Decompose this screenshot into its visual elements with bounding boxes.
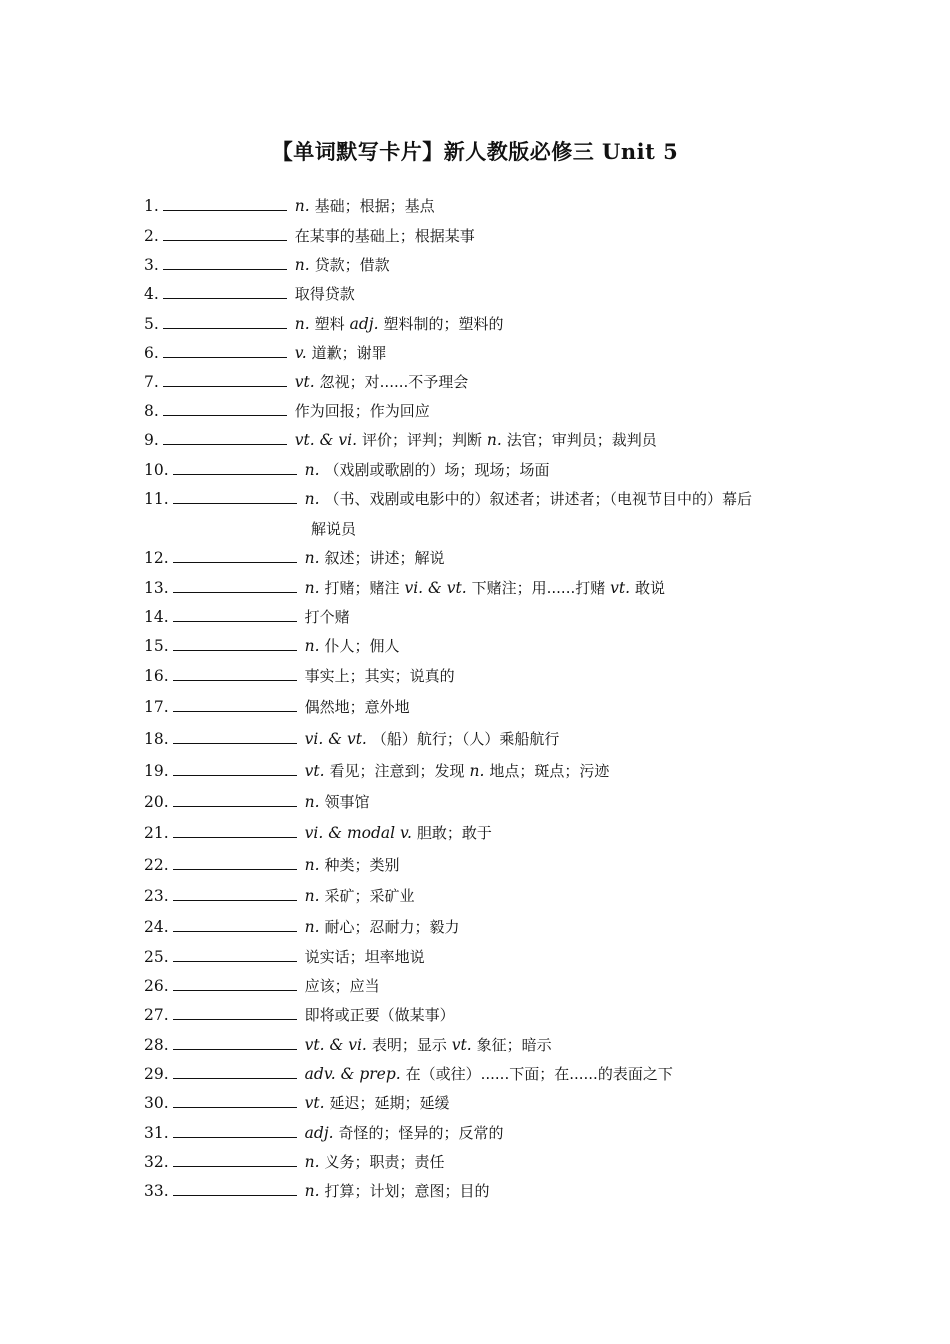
- answer-blank[interactable]: [173, 729, 297, 744]
- entry-number: 22.: [144, 856, 169, 874]
- answer-blank[interactable]: [173, 1005, 297, 1020]
- entry-number: 6.: [144, 344, 159, 362]
- vocab-entry: [144, 578, 824, 598]
- entry-number: 30.: [144, 1094, 169, 1112]
- entry-number: 10.: [144, 461, 169, 479]
- part-of-speech: vt.: [304, 1094, 325, 1112]
- meaning-text: 奇怪的；怪异的；反常的: [338, 1124, 504, 1142]
- answer-blank[interactable]: [163, 255, 287, 270]
- vocab-entry: [144, 761, 824, 781]
- meaning-text: 贷款；借款: [314, 256, 390, 274]
- entry-number: 14.: [144, 608, 169, 626]
- answer-blank[interactable]: [173, 607, 297, 622]
- vocab-entry: [144, 1093, 824, 1113]
- vocab-entry: [144, 636, 824, 656]
- meaning-text: 种类；类别: [324, 856, 400, 874]
- answer-blank[interactable]: [163, 401, 287, 416]
- meaning-text: 采矿；采矿业: [324, 887, 415, 905]
- entry-number: 31.: [144, 1124, 169, 1142]
- entry-number: 12.: [144, 549, 169, 567]
- entry-number: 21.: [144, 824, 169, 842]
- vocab-entry: [144, 823, 824, 843]
- answer-blank[interactable]: [173, 489, 297, 504]
- entry-number: 27.: [144, 1006, 169, 1024]
- vocab-entry: [144, 917, 824, 937]
- meaning-continuation: 解说员: [311, 520, 357, 538]
- entry-number: 29.: [144, 1065, 169, 1083]
- meaning-text: 道歉；谢罪: [311, 344, 387, 362]
- answer-blank[interactable]: [163, 284, 287, 299]
- answer-blank[interactable]: [173, 947, 297, 962]
- part-of-speech: vt.: [610, 579, 631, 597]
- entry-number: 33.: [144, 1182, 169, 1200]
- meaning-text: （戏剧或歌剧的）场；现场；场面: [324, 461, 550, 479]
- answer-blank[interactable]: [173, 1123, 297, 1138]
- meaning-text: 打个赌: [304, 608, 350, 626]
- entry-number: 2.: [144, 227, 159, 245]
- entry-number: 7.: [144, 373, 159, 391]
- meaning-text: （船）航行；（人）乘船航行: [371, 730, 560, 748]
- meaning-text: 看见；注意到；发现: [329, 762, 465, 780]
- meaning-text: 偶然地；意外地: [304, 698, 410, 716]
- meaning-text: 在（或往）......下面；在......的表面之下: [405, 1065, 673, 1083]
- entry-number: 18.: [144, 730, 169, 748]
- part-of-speech: n.: [304, 461, 320, 479]
- meaning-text: 地点；斑点；污迹: [489, 762, 610, 780]
- meaning-text: 取得贷款: [294, 285, 355, 303]
- vocab-entry: [144, 666, 824, 686]
- vocab-entry: [144, 489, 824, 509]
- part-of-speech: vi. & vt.: [304, 730, 367, 748]
- meaning-text: 表明；显示: [371, 1036, 447, 1054]
- entry-number: 15.: [144, 637, 169, 655]
- answer-blank[interactable]: [173, 792, 297, 807]
- vocab-entry: [144, 855, 824, 875]
- entry-number: 23.: [144, 887, 169, 905]
- part-of-speech: n.: [469, 762, 485, 780]
- answer-blank[interactable]: [173, 460, 297, 475]
- answer-blank[interactable]: [163, 314, 287, 329]
- answer-blank[interactable]: [173, 917, 297, 932]
- vocab-entry: [144, 226, 824, 246]
- answer-blank[interactable]: [173, 976, 297, 991]
- meaning-text: 作为回报；作为回应: [294, 402, 430, 420]
- answer-blank[interactable]: [173, 1181, 297, 1196]
- meaning-text: 基础；根据；基点: [314, 197, 435, 215]
- entry-number: 16.: [144, 667, 169, 685]
- answer-blank[interactable]: [173, 666, 297, 681]
- meaning-text: 仆人；佣人: [324, 637, 400, 655]
- entry-number: 13.: [144, 579, 169, 597]
- answer-blank[interactable]: [173, 855, 297, 870]
- meaning-text: 叙述；讲述；解说: [324, 549, 445, 567]
- answer-blank[interactable]: [173, 1035, 297, 1050]
- vocab-entry: [144, 792, 824, 812]
- part-of-speech: n.: [486, 431, 502, 449]
- vocab-entry: [144, 343, 824, 363]
- meaning-text: 打算；计划；意图；目的: [324, 1182, 490, 1200]
- vocab-entry: [144, 196, 824, 216]
- vocab-entry: [144, 1152, 824, 1172]
- part-of-speech: n.: [294, 315, 310, 333]
- answer-blank[interactable]: [163, 372, 287, 387]
- entry-number: 5.: [144, 315, 159, 333]
- part-of-speech: n.: [294, 256, 310, 274]
- meaning-text: 义务；职责；责任: [324, 1153, 445, 1171]
- meaning-text: 打赌；赌注: [324, 579, 400, 597]
- part-of-speech: vi. & vt.: [404, 579, 467, 597]
- meaning-text: 敢说: [635, 579, 666, 597]
- part-of-speech: vt.: [304, 762, 325, 780]
- meaning-text: 塑料: [314, 315, 345, 333]
- entry-number: 20.: [144, 793, 169, 811]
- part-of-speech: v.: [294, 344, 307, 362]
- meaning-text: 耐心；忍耐力；毅力: [324, 918, 460, 936]
- entry-number: 28.: [144, 1036, 169, 1054]
- part-of-speech: adj.: [349, 315, 379, 333]
- entry-number: 4.: [144, 285, 159, 303]
- answer-blank[interactable]: [163, 430, 287, 445]
- answer-blank[interactable]: [173, 761, 297, 776]
- vocab-entry: [144, 372, 824, 392]
- vocab-entry: [144, 314, 824, 334]
- vocab-entry: [144, 548, 824, 568]
- part-of-speech: n.: [304, 856, 320, 874]
- vocab-entry: [144, 697, 824, 717]
- part-of-speech: vt.: [294, 373, 315, 391]
- answer-blank[interactable]: [173, 1152, 297, 1167]
- part-of-speech: n.: [304, 1153, 320, 1171]
- vocab-entry: [144, 1064, 824, 1084]
- vocab-entry: [144, 401, 824, 421]
- answer-blank[interactable]: [163, 196, 287, 211]
- meaning-text: 应该；应当: [304, 977, 380, 995]
- answer-blank[interactable]: [173, 1064, 297, 1079]
- entry-number: 24.: [144, 918, 169, 936]
- vocab-entry: [144, 1035, 824, 1055]
- vocab-entry: [144, 460, 824, 480]
- entry-number: 3.: [144, 256, 159, 274]
- part-of-speech: adv. & prep.: [304, 1065, 401, 1083]
- meaning-text: 下赌注；用......打赌: [471, 579, 606, 597]
- part-of-speech: n.: [304, 887, 320, 905]
- part-of-speech: n.: [304, 637, 320, 655]
- vocab-entry: [144, 284, 824, 304]
- answer-blank[interactable]: [173, 697, 297, 712]
- entry-number: 17.: [144, 698, 169, 716]
- part-of-speech: vt. & vi.: [294, 431, 358, 449]
- vocab-entry: [144, 976, 824, 996]
- answer-blank[interactable]: [173, 578, 297, 593]
- meaning-text: 事实上；其实；说真的: [304, 667, 455, 685]
- meaning-text: 评价；评判；判断: [361, 431, 482, 449]
- answer-blank[interactable]: [163, 343, 287, 358]
- vocab-entry: [144, 947, 824, 967]
- vocab-entry: [144, 1181, 824, 1201]
- part-of-speech: n.: [304, 579, 320, 597]
- answer-blank[interactable]: [173, 823, 297, 838]
- meaning-text: 在某事的基础上；根据某事: [294, 227, 475, 245]
- meaning-text: 胆敢；敢于: [416, 824, 492, 842]
- meaning-text: 塑料制的；塑料的: [383, 315, 504, 333]
- meaning-text: 忽视；对......不予理会: [319, 373, 469, 391]
- vocab-entry: [144, 729, 824, 749]
- answer-blank[interactable]: [173, 548, 297, 563]
- entry-number: 25.: [144, 948, 169, 966]
- answer-blank[interactable]: [173, 1093, 297, 1108]
- entry-number: 26.: [144, 977, 169, 995]
- page-title: 【单词默写卡片】新人教版必修三 Unit 5: [271, 139, 679, 164]
- part-of-speech: n.: [294, 197, 310, 215]
- answer-blank[interactable]: [173, 636, 297, 651]
- entry-number: 32.: [144, 1153, 169, 1171]
- entry-number: 19.: [144, 762, 169, 780]
- meaning-text: 延迟；延期；延缓: [329, 1094, 450, 1112]
- meaning-text: （书、戏剧或电影中的）叙述者；讲述者；（电视节目中的）幕后: [324, 490, 753, 508]
- vocab-entry: [144, 607, 824, 627]
- part-of-speech: vi. & modal v.: [304, 824, 412, 842]
- part-of-speech: n.: [304, 490, 320, 508]
- part-of-speech: adj.: [304, 1124, 334, 1142]
- part-of-speech: n.: [304, 549, 320, 567]
- vocab-entry: [144, 886, 824, 906]
- part-of-speech: n.: [304, 1182, 320, 1200]
- meaning-text: 领事馆: [324, 793, 370, 811]
- meaning-text: 法官；审判员；裁判员: [506, 431, 657, 449]
- answer-blank[interactable]: [163, 226, 287, 241]
- meaning-text: 说实话；坦率地说: [304, 948, 425, 966]
- part-of-speech: vt.: [451, 1036, 472, 1054]
- meaning-text: 象征；暗示: [476, 1036, 552, 1054]
- answer-blank[interactable]: [173, 886, 297, 901]
- part-of-speech: n.: [304, 793, 320, 811]
- vocab-entry: [144, 255, 824, 275]
- part-of-speech: vt. & vi.: [304, 1036, 367, 1054]
- vocab-entry: [144, 1005, 824, 1025]
- entry-number: 1.: [144, 197, 159, 215]
- entry-number: 11.: [144, 490, 169, 508]
- entry-number: 8.: [144, 402, 159, 420]
- vocab-entry: [144, 1123, 824, 1143]
- vocab-entry: [144, 430, 824, 450]
- entry-number: 9.: [144, 431, 159, 449]
- part-of-speech: n.: [304, 918, 320, 936]
- meaning-text: 即将或正要（做某事）: [304, 1006, 455, 1024]
